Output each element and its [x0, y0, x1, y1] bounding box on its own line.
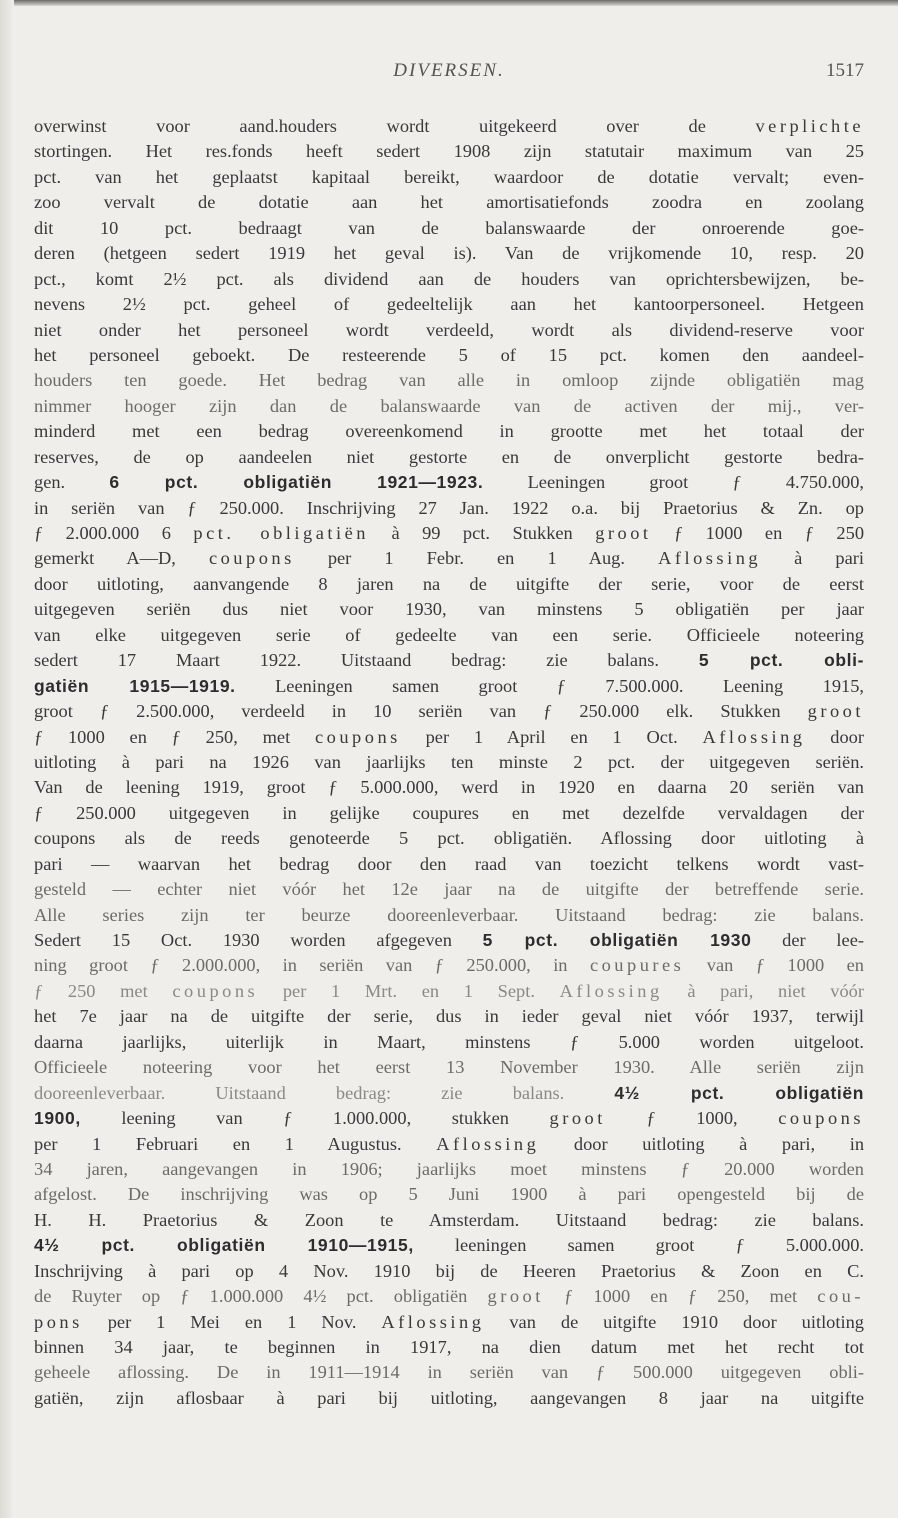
text-run: Alle series zijn ter beurze dooreenleverbaar. Uitstaand bedrag: zie balans. [34, 904, 864, 925]
text-run: coupons als de reeds genoteerde 5 pct. obligatiën. Aflossing door uitloting à [34, 828, 864, 849]
text-run: leening van ƒ 1.000.000, stukken [80, 1108, 550, 1129]
text-line [34, 852, 864, 877]
text-line [34, 903, 864, 928]
text-line [34, 546, 864, 571]
text-run: Leeningen groot ƒ 4.750.000, [483, 472, 864, 493]
text-line [34, 1030, 864, 1055]
text-run: sedert 17 Maart 1922. Uitstaand bedrag: zie balans. [34, 650, 699, 671]
body-text [34, 114, 864, 1411]
text-line [34, 1233, 864, 1258]
text-run: ƒ 1000, [605, 1108, 779, 1129]
text-line [34, 190, 864, 215]
text-line [34, 165, 864, 190]
text-run: Aflossing [702, 726, 806, 747]
text-run: door uitloting, aanvangende 8 jaren na de uitgifte der serie, voor de eerst [34, 573, 864, 594]
text-line [34, 419, 864, 444]
section-heading: 5 pct. obli- [698, 650, 864, 671]
text-line [34, 1157, 864, 1182]
text-line [34, 445, 864, 470]
section-heading: 4½ pct. obligatiën [614, 1082, 864, 1103]
text-run: gesteld — echter niet vóór het 12e jaar na de uitgifte der betreffende serie. [34, 879, 864, 900]
text-run: groot [595, 523, 652, 543]
text-run: uitloting à pari na 1926 van jaarlijks ten minste 2 pct. der uitgegeven seriën. [34, 751, 864, 772]
text-run: in seriën van ƒ 250.000. Inschrijving 27 Jan. 1922 o.a. bij Praetorius & Zn. op [34, 497, 864, 518]
text-run: Aflossing [658, 548, 762, 569]
text-line [34, 343, 864, 368]
text-run: nimmer hooger zijn dan de balanswaarde van de activen der mij., ver- [34, 395, 864, 416]
section-heading: 6 pct. obligatiën 1921—1923. [109, 472, 484, 493]
text-line [34, 1004, 864, 1029]
text-run: per 1 Mrt. en 1 Sept. [258, 980, 560, 1001]
text-line [34, 1259, 864, 1284]
text-run: à pari [761, 548, 864, 569]
text-run: van ƒ 1000 en [684, 955, 864, 976]
text-line [34, 470, 864, 495]
text-run: het 7e jaar na de uitgifte der serie, dus in ieder geval niet vóór 1937, terwijl [34, 1006, 864, 1027]
text-run: ƒ 2.000.000 6 [34, 523, 194, 543]
text-run: pct. obligatiën [193, 523, 369, 543]
text-run: niet onder het personeel wordt verdeeld, wordt als dividend-reserve voor [34, 319, 864, 340]
text-line [34, 114, 864, 139]
text-run: ning groot ƒ 2.000.000, in seriën van ƒ 250.000, in [34, 955, 590, 976]
text-line [34, 979, 864, 1004]
scan-left-edge [0, 0, 14, 1518]
text-run: binnen 34 jaar, te beginnen in 1917, na dien datum met het recht tot [34, 1337, 864, 1357]
running-title: DIVERSEN. [393, 60, 505, 81]
text-line [34, 318, 864, 343]
text-run: per 1 Februari en 1 Augustus. [34, 1133, 437, 1154]
text-run: coupons [778, 1108, 864, 1129]
text-run: minderd met een bedrag overeenkomend in grootte met het totaal der [34, 421, 864, 442]
text-line [34, 267, 864, 292]
text-run: dit 10 pct. bedraagt van de balanswaarde der onroerende goe- [34, 217, 864, 238]
section-heading: 4½ pct. obligatiën 1910—1915, [34, 1235, 414, 1256]
text-line [34, 1055, 864, 1080]
text-line [34, 1106, 864, 1131]
text-run: Aflossing [381, 1311, 485, 1332]
text-run: overwinst voor aand.houders wordt uitgekeerd over de [34, 116, 756, 136]
text-run: groot ƒ 2.500.000, verdeeld in 10 seriën van ƒ 250.000 elk. Stukken [34, 701, 808, 722]
text-line [34, 801, 864, 826]
text-run: Inschrijving à pari op 4 Nov. 1910 bij de Heeren Praetorius & Zoon en C. [34, 1260, 864, 1281]
text-run: van de uitgifte 1910 door uitloting [484, 1311, 864, 1332]
text-line [34, 292, 864, 317]
text-run: gen. [34, 472, 110, 493]
text-run: pari — waarvan het bedrag door den raad van toezicht telkens wordt vast- [34, 853, 864, 874]
text-run: der lee- [751, 930, 864, 950]
text-line [34, 699, 864, 724]
text-run: Aflossing [559, 980, 663, 1001]
text-line [34, 826, 864, 851]
text-run: door [805, 726, 864, 747]
text-run: stortingen. Het res.fonds heeft sedert 1908 zijn statutair maximum van 25 [34, 141, 864, 162]
text-line [34, 597, 864, 622]
text-run: gemerkt A—D, [34, 548, 209, 569]
text-run: coupons [208, 548, 295, 569]
text-run: gatiën, zijn aflosbaar à pari bij uitloting, aangevangen 8 jaar na uitgifte [34, 1387, 864, 1408]
text-run: per 1 Febr. en 1 Aug. [294, 548, 659, 569]
text-run: verplichte [755, 116, 864, 136]
text-run: nevens 2½ pct. geheel of gedeeltelijk aan het kantoorpersoneel. Hetgeen [34, 294, 864, 315]
text-line [34, 1081, 864, 1106]
text-run: coupures [589, 955, 685, 976]
text-line [34, 775, 864, 800]
text-run: coupons [315, 726, 401, 747]
text-line [34, 1132, 864, 1157]
text-run: pct. van het geplaatst kapitaal bereikt, waardoor de dotatie vervalt; even- [34, 166, 864, 187]
text-line [34, 623, 864, 648]
text-run: à 99 pct. Stukken [368, 523, 596, 543]
text-run: door uitloting à pari, in [539, 1133, 864, 1154]
text-run: geheele aflossing. De in 1911—1914 in seriën van ƒ 500.000 uitgegeven obli- [34, 1362, 864, 1383]
scan-top-edge [0, 0, 898, 6]
text-run: pons [34, 1311, 83, 1332]
text-line [34, 368, 864, 393]
text-line [34, 674, 864, 699]
text-line [34, 216, 864, 241]
text-run: dooreenleverbaar. Uitstaand bedrag: zie balans. [34, 1082, 615, 1103]
text-run: Officieele noteering voor het eerst 13 November 1930. Alle seriën zijn [34, 1057, 864, 1078]
text-line [34, 877, 864, 902]
text-run: Leeningen samen groot ƒ 7.500.000. Leening 1915, [235, 675, 864, 696]
text-run: groot [807, 701, 864, 722]
text-run: leeningen samen groot ƒ 5.000.000. [413, 1235, 864, 1256]
text-line [34, 1335, 864, 1360]
text-line [34, 1208, 864, 1233]
text-run: Sedert 15 Oct. 1930 worden afgegeven [34, 930, 483, 950]
text-run: van elke uitgegeven serie of gedeelte van een serie. Officieele noteering [34, 624, 864, 645]
text-run: à pari, niet vóór [662, 980, 864, 1001]
text-run: ƒ 250.000 uitgegeven in gelijke coupures en met dezelfde vervaldagen der [34, 802, 864, 823]
text-line [34, 394, 864, 419]
page-header [34, 60, 864, 90]
text-line [34, 953, 864, 978]
text-line [34, 572, 864, 597]
section-heading: gatiën 1915—1919. [34, 675, 236, 696]
text-line [34, 496, 864, 521]
text-line [34, 725, 864, 750]
text-run: ƒ 1000 en ƒ 250, met [543, 1286, 818, 1307]
text-line [34, 1284, 864, 1309]
text-line [34, 1310, 864, 1335]
text-line [34, 648, 864, 673]
text-run: per 1 Mei en 1 Nov. [82, 1311, 382, 1332]
text-run: cou- [817, 1286, 864, 1307]
text-run: houders ten goede. Het bedrag van alle in omloop zijnde obligatiën mag [34, 370, 864, 391]
text-run: Aflossing [436, 1133, 540, 1154]
text-run: groot [487, 1286, 544, 1307]
section-heading: 5 pct. obligatiën 1930 [482, 930, 752, 950]
text-line [34, 1182, 864, 1207]
text-run: uitgegeven seriën dus niet voor 1930, van minstens 5 obligatiën per jaar [34, 599, 864, 620]
text-line [34, 1386, 864, 1411]
text-line [34, 139, 864, 164]
text-run: H. H. Praetorius & Zoon te Amsterdam. Uitstaand bedrag: zie balans. [34, 1209, 864, 1230]
text-run: afgelost. De inschrijving was op 5 Juni 1900 à pari opengesteld bij de [34, 1184, 864, 1205]
page-number: 1517 [826, 60, 864, 81]
text-line [34, 750, 864, 775]
text-run: coupons [172, 980, 259, 1001]
text-line [34, 241, 864, 266]
text-run: groot [549, 1108, 606, 1129]
text-run: de Ruyter op ƒ 1.000.000 4½ pct. obligatiën [34, 1286, 488, 1307]
text-run: daarna jaarlijks, uiterlijk in Maart, minstens ƒ 5.000 worden uitgeloot. [34, 1031, 864, 1052]
text-run: reserves, de op aandeelen niet gestorte en de onverplicht gestorte bedra- [34, 446, 864, 467]
text-line [34, 521, 864, 546]
text-run: ƒ 1000 en ƒ 250 [651, 523, 864, 543]
text-run: ƒ 1000 en ƒ 250, met [34, 726, 315, 747]
text-run: deren (hetgeen sedert 1919 het geval is). Van de vrijkomende 10, resp. 20 [34, 243, 864, 264]
section-heading: 1900, [34, 1108, 81, 1129]
text-run: zoo vervalt de dotatie aan het amortisatiefonds zoodra en zoolang [34, 192, 864, 213]
text-run: ƒ 250 met [34, 980, 173, 1001]
text-run: Van de leening 1919, groot ƒ 5.000.000, werd in 1920 en daarna 20 seriën van [34, 777, 864, 798]
text-run: het personeel geboekt. De resteerende 5 of 15 pct. komen den aandeel- [34, 344, 864, 365]
text-run: per 1 April en 1 Oct. [400, 726, 703, 747]
text-line [34, 1360, 864, 1385]
text-run: 34 jaren, aangevangen in 1906; jaarlijks moet minstens ƒ 20.000 worden [34, 1158, 864, 1179]
text-run: pct., komt 2½ pct. als dividend aan de houders van oprichtersbewijzen, be- [34, 268, 864, 289]
text-line [34, 928, 864, 953]
